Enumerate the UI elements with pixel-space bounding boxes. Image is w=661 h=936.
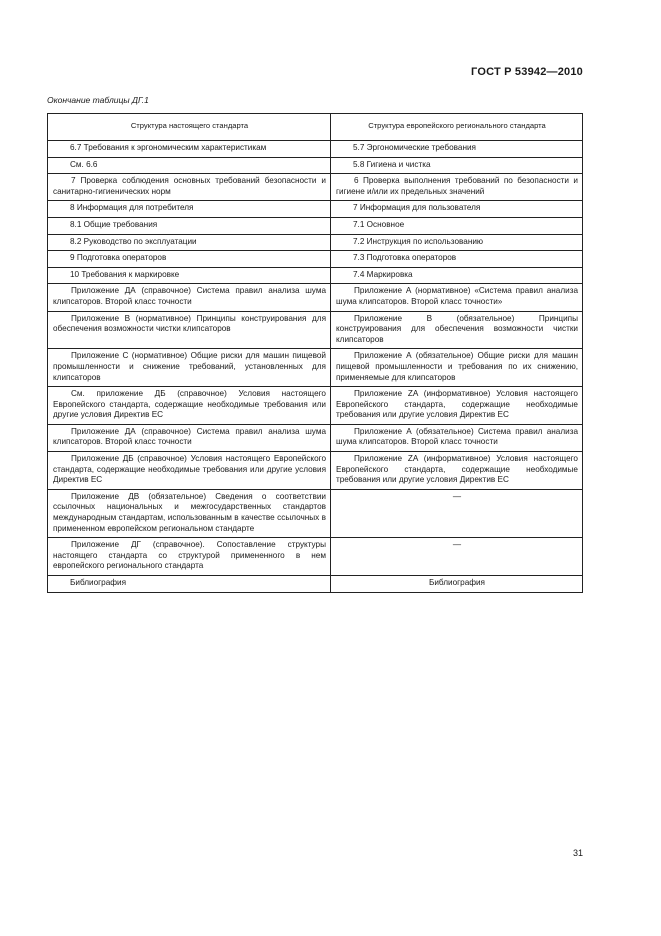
- cell-text: 6 Проверка выполнения требований по безопасности и гигиене и/или их предельных значений: [336, 176, 578, 196]
- cell-european: 7.2 Инструкция по использованию: [331, 234, 583, 251]
- table-row: [48, 157, 583, 174]
- cell-text: 7 Проверка соблюдения основных требований безопасности и санитарно-гигиенических норм: [53, 176, 326, 196]
- cell-national: [48, 311, 331, 349]
- comparison-table: [47, 113, 583, 593]
- cell-european: 5.7 Эргономические требования: [331, 141, 583, 158]
- cell-national: [48, 349, 331, 387]
- cell-european: [331, 452, 583, 490]
- cell-european: [331, 424, 583, 451]
- cell-european: 5.8 Гигиена и чистка: [331, 157, 583, 174]
- table-row: [48, 452, 583, 490]
- cell-text: Приложение В (обязательное) Принципы конструирования для обеспечения возможности чистки клипсаторов: [336, 313, 578, 344]
- cell-national: 8 Информация для потребителя: [48, 201, 331, 218]
- document-code: ГОСТ Р 53942—2010: [471, 66, 583, 78]
- table-row: [48, 311, 583, 349]
- column-header-european: Структура европейского регионального стандарта: [331, 114, 583, 141]
- table-row: [48, 387, 583, 425]
- table-row: [48, 267, 583, 284]
- cell-european: [331, 174, 583, 201]
- table-row: [48, 349, 583, 387]
- cell-text: Приложение ДБ (справочное) Условия настоящего Европейского стандарта, содержащие необходимые требования или другие условия Директив ЕС: [53, 454, 326, 485]
- cell-text: Приложение В (нормативное) Принципы конструирования для обеспечения возможности чистки клипсаторов: [53, 313, 326, 334]
- cell-european: Библиография: [331, 576, 583, 593]
- cell-european: 7.3 Подготовка операторов: [331, 251, 583, 268]
- cell-text: Приложение А (обязательное) Система правил анализа шума клипсаторов. Второй класс точности: [336, 426, 578, 447]
- cell-text: Приложение ДГ (справочное). Сопоставление структуры настоящего стандарта со структурой примененного в нем европейского регионального стандарта: [53, 540, 326, 571]
- table-row: [48, 538, 583, 576]
- table-row: [48, 234, 583, 251]
- table-row: [48, 174, 583, 201]
- cell-national: Библиография: [48, 576, 331, 593]
- table-row: [48, 251, 583, 268]
- cell-national: 9 Подготовка операторов: [48, 251, 331, 268]
- cell-national: [48, 424, 331, 451]
- table-row: [48, 217, 583, 234]
- table-caption: Окончание таблицы ДГ.1: [47, 95, 149, 105]
- cell-text: Приложение ZA (информативное) Условия настоящего Европейского стандарта, содержащие необходимые требования или другие условия Директив ЕС: [336, 454, 578, 485]
- cell-european: —: [331, 538, 583, 576]
- cell-european: [331, 284, 583, 311]
- cell-european: —: [331, 489, 583, 537]
- table-row: [48, 201, 583, 218]
- table-header-row: [48, 114, 583, 141]
- table-row: [48, 576, 583, 593]
- table-row: [48, 424, 583, 451]
- cell-national: [48, 452, 331, 490]
- cell-text: Приложение ДА (справочное) Система правил анализа шума клипсаторов. Второй класс точности: [53, 286, 326, 306]
- table-row: [48, 284, 583, 311]
- cell-text: Приложение ДВ (обязательное) Сведения о соответствии ссылочных национальных и межгосударственных стандартов международным стандартам, использованным в качестве ссылочных в примененном европейском региональном стандарте: [53, 491, 326, 533]
- cell-national: [48, 284, 331, 311]
- cell-national: См. 6.6: [48, 157, 331, 174]
- cell-national: 10 Требования к маркировке: [48, 267, 331, 284]
- cell-european: 7.4 Маркировка: [331, 267, 583, 284]
- cell-national: [48, 538, 331, 576]
- cell-national: [48, 387, 331, 425]
- table-row: [48, 141, 583, 158]
- cell-text: Приложение А (нормативное) «Система правил анализа шума клипсаторов. Второй класс точности»: [336, 286, 578, 306]
- cell-text: Приложение А (обязательное) Общие риски для машин пищевой промышленности и требования по их снижению, применяемые для клипсаторов: [336, 351, 578, 382]
- cell-european: 7 Информация для пользователя: [331, 201, 583, 218]
- table-row: [48, 489, 583, 537]
- cell-text: Приложение ДА (справочное) Система правил анализа шума клипсаторов. Второй класс точности: [53, 426, 326, 447]
- cell-national: 8.1 Общие требования: [48, 217, 331, 234]
- page-number: 31: [572, 848, 583, 858]
- cell-text: См. приложение ДБ (справочное) Условия настоящего Европейского стандарта, содержащие необходимые требования или другие условия Директив ЕС: [53, 389, 326, 420]
- cell-text: Приложение С (нормативное) Общие риски для машин пищевой промышленности и снижение требований, установленных для клипсаторов: [53, 351, 326, 382]
- cell-european: [331, 311, 583, 349]
- cell-european: [331, 349, 583, 387]
- cell-national: 6.7 Требования к эргономическим характеристикам: [48, 141, 331, 158]
- cell-national: [48, 174, 331, 201]
- cell-national: [48, 489, 331, 537]
- cell-text: Приложение ZA (информативное) Условия настоящего Европейского стандарта, содержащие необходимые требования или другие условия Директив ЕС: [336, 389, 578, 420]
- cell-national: 8.2 Руководство по эксплуатации: [48, 234, 331, 251]
- column-header-national: Структура настоящего стандарта: [48, 114, 331, 141]
- cell-european: 7.1 Основное: [331, 217, 583, 234]
- cell-european: [331, 387, 583, 425]
